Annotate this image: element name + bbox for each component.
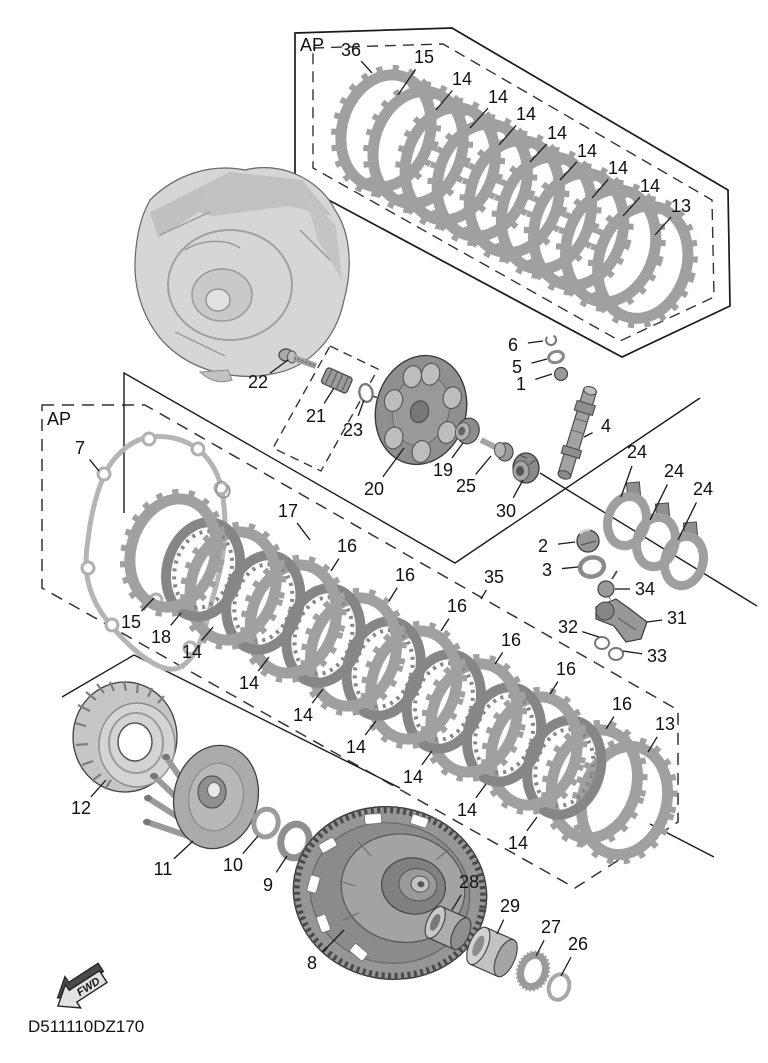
callout-20-18: 20 <box>363 479 385 499</box>
callout-6-11: 6 <box>507 335 519 355</box>
callout-14-42: 14 <box>507 833 529 853</box>
callout-13-10: 13 <box>670 196 692 216</box>
callout-24-24: 24 <box>692 479 714 499</box>
leader-line-32 <box>582 632 599 637</box>
callout-8-55: 8 <box>306 953 318 973</box>
leader-line-21 <box>324 388 334 403</box>
callout-12-51: 12 <box>70 798 92 818</box>
leader-line-11 <box>174 841 193 859</box>
callout-14-39: 14 <box>345 737 367 757</box>
callout-33-30: 33 <box>646 646 668 666</box>
callout-9-54: 9 <box>262 875 274 895</box>
nut-30 <box>513 453 539 483</box>
callout-24-22: 24 <box>626 442 648 462</box>
ring-3 <box>578 555 605 579</box>
o-ring-32 <box>595 637 609 649</box>
clip-6 <box>546 335 556 345</box>
callout-25-20: 25 <box>455 476 477 496</box>
leader-line-29 <box>497 920 504 934</box>
push-rod-group <box>546 335 600 481</box>
callout-15-2: 15 <box>413 47 435 67</box>
callout-16-47: 16 <box>500 630 522 650</box>
leader-line-35 <box>481 590 486 599</box>
callout-29-57: 29 <box>499 896 521 916</box>
fwd-arrow <box>46 957 113 1017</box>
clutch-spring-21 <box>321 367 353 394</box>
callout-30-21: 30 <box>495 501 517 521</box>
callout-AP-0: AP <box>299 35 325 55</box>
clutch-boss-12 <box>73 682 177 792</box>
o-ring-23 <box>358 383 374 403</box>
callout-32-29: 32 <box>557 617 579 637</box>
washer-5 <box>547 350 564 364</box>
callout-31-28: 31 <box>666 608 688 628</box>
leader-line-14 <box>422 751 432 765</box>
callout-14-38: 14 <box>292 705 314 725</box>
callout-14-6: 14 <box>546 123 568 143</box>
callout-21-16: 21 <box>305 406 327 426</box>
drawing-code: D511110DZ170 <box>28 1017 145 1036</box>
leader-line-17 <box>297 523 310 540</box>
callout-17-43: 17 <box>277 501 299 521</box>
callout-3-26: 3 <box>541 560 553 580</box>
leader-line-26 <box>561 957 571 976</box>
callout-16-44: 16 <box>336 536 358 556</box>
callout-14-9: 14 <box>639 176 661 196</box>
leader-line-33 <box>623 651 642 654</box>
push-rod-4 <box>554 384 600 481</box>
pressure-plate-20 <box>363 345 478 475</box>
callout-14-37: 14 <box>238 673 260 693</box>
callout-18-35: 18 <box>150 627 172 647</box>
callout-14-5: 14 <box>515 104 537 124</box>
callout-10-53: 10 <box>222 855 244 875</box>
callout-27-58: 27 <box>540 917 562 937</box>
callout-16-49: 16 <box>611 694 633 714</box>
callout-11-52: 11 <box>153 859 173 879</box>
callout-23-17: 23 <box>342 420 364 440</box>
leader-line-16 <box>441 619 449 631</box>
clutch-cover-housing <box>135 168 349 382</box>
callout-14-36: 14 <box>181 642 203 662</box>
leader-line-1 <box>535 374 552 379</box>
leader-line-36 <box>361 61 372 73</box>
callout-28-56: 28 <box>458 872 480 892</box>
leader-line-5 <box>531 359 547 363</box>
callout-14-8: 14 <box>607 158 629 178</box>
washer-26 <box>545 972 572 1003</box>
leader-line-3 <box>562 567 578 569</box>
leader-line-14 <box>527 817 537 831</box>
callout-24-23: 24 <box>663 461 685 481</box>
o-ring-33 <box>609 648 623 660</box>
callout-14-41: 14 <box>456 800 478 820</box>
leader-line-16 <box>331 559 339 571</box>
spring-seat-2 <box>577 530 599 552</box>
leader-line-30 <box>513 480 523 498</box>
leader-line-6 <box>528 341 543 343</box>
leader-line-7 <box>90 460 99 471</box>
callout-35-31: 35 <box>483 567 505 587</box>
callout-2-25: 2 <box>537 536 549 556</box>
callout-14-40: 14 <box>402 767 424 787</box>
piece-1 <box>555 368 568 381</box>
callout-13-50: 13 <box>654 714 676 734</box>
callout-36-1: 36 <box>340 40 362 60</box>
callout-14-7: 14 <box>576 141 598 161</box>
callout-16-46: 16 <box>446 596 468 616</box>
callout-15-34: 15 <box>120 612 142 632</box>
leader-line-9 <box>276 856 287 872</box>
callout-14-3: 14 <box>451 69 473 89</box>
callout-16-48: 16 <box>555 659 577 679</box>
callout-26-59: 26 <box>567 934 589 954</box>
callout-19-19: 19 <box>432 460 454 480</box>
callout-4-14: 4 <box>600 416 612 436</box>
callout-34-27: 34 <box>634 579 656 599</box>
callout-14-4: 14 <box>487 87 509 107</box>
callout-22-15: 22 <box>247 372 269 392</box>
callout-16-45: 16 <box>394 565 416 585</box>
fwd-label: FWD <box>74 975 103 1000</box>
callout-1-13: 1 <box>515 374 527 394</box>
bolt-25 <box>481 440 513 461</box>
leader-line-16 <box>389 588 397 601</box>
leader-line-14 <box>476 784 486 798</box>
callout-AP-32: AP <box>46 409 72 429</box>
leader-line-31 <box>647 620 662 622</box>
push-lever-31 <box>596 599 647 642</box>
callout-5-12: 5 <box>511 357 523 377</box>
leader-line-25 <box>476 456 491 474</box>
leader-line-10 <box>243 836 258 854</box>
callout-7-33: 7 <box>74 438 86 458</box>
leader-line-2 <box>558 542 575 544</box>
leader-line-4 <box>584 433 593 437</box>
